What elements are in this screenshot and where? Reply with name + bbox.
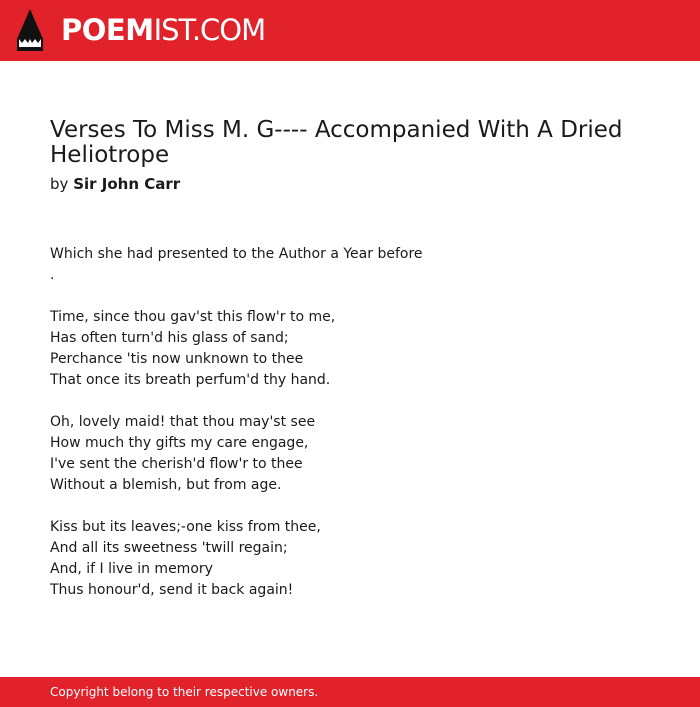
poem-line: That once its breath perfum'd thy hand. bbox=[50, 372, 331, 388]
poem-line: Perchance 'tis now unknown to thee bbox=[50, 351, 304, 367]
site-header bbox=[0, 0, 700, 61]
byline bbox=[50, 174, 180, 194]
poem-line: Which she had presented to the Author a Year before bbox=[50, 246, 423, 262]
by-label: by bbox=[50, 175, 69, 193]
author-name[interactable]: Sir John Carr bbox=[73, 175, 181, 193]
poem-body bbox=[50, 244, 650, 601]
poem-line: I've sent the cherish'd flow'r to thee bbox=[50, 456, 303, 472]
stanza-gap bbox=[50, 496, 650, 517]
poem-line: And all its sweetness 'twill regain; bbox=[50, 540, 288, 556]
poem-line: How much thy gifts my care engage, bbox=[50, 435, 309, 451]
poem-line: Kiss but its leaves;-one kiss from thee, bbox=[50, 519, 321, 535]
site-footer bbox=[0, 677, 700, 707]
pencil-icon[interactable] bbox=[17, 9, 43, 51]
stanza-gap bbox=[50, 391, 650, 412]
logo-bold-text: POEM bbox=[61, 13, 154, 47]
poem-line: Time, since thou gav'st this flow'r to me, bbox=[50, 309, 336, 325]
poem-line: And, if I live in memory bbox=[50, 561, 213, 577]
copyright-text: Copyright belong to their respective owners. bbox=[50, 685, 319, 699]
poem-line: . bbox=[50, 267, 55, 283]
poem-line: Thus honour'd, send it back again! bbox=[50, 582, 294, 598]
poem-line: Has often turn'd his glass of sand; bbox=[50, 330, 289, 346]
poem-title: Verses To Miss M. G---- Accompanied With A Dried Heliotrope bbox=[50, 117, 623, 168]
stanza-gap bbox=[50, 286, 650, 307]
site-logo[interactable] bbox=[61, 12, 265, 48]
poem-line: Oh, lovely maid! that thou may'st see bbox=[50, 414, 316, 430]
poem-line: Without a blemish, but from age. bbox=[50, 477, 282, 493]
logo-light-text: IST.COM bbox=[153, 13, 266, 47]
